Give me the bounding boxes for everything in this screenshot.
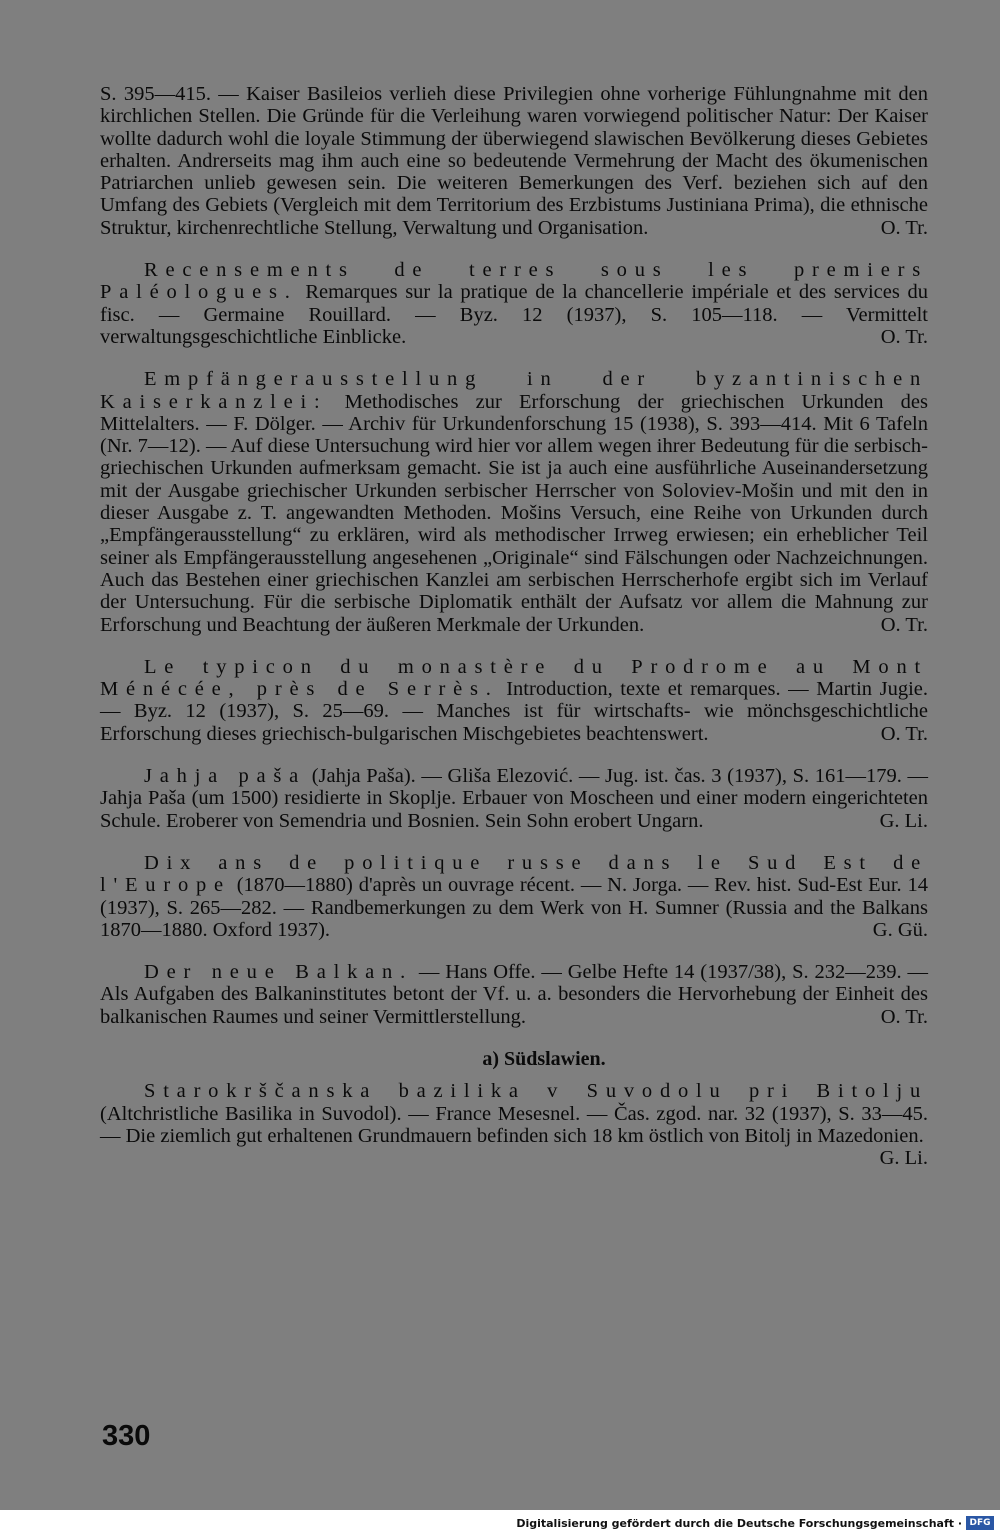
entry-title: Jahja paša: [144, 765, 307, 788]
bibliography-entry: [100, 259, 928, 348]
reviewer-initials: G. Li.: [879, 1147, 928, 1170]
entry-body: (Altchristliche Basilika in Suvodol). — France Mesesnel. — Čas. zgod. nar. 32 (1937), S. 33—45. — Die ziemlich gut erhaltenen Grundmauern befinden sich 18 km östlich von Bitolj in Mazedonien.: [100, 1102, 928, 1147]
reviewer-initials: O. Tr.: [880, 216, 928, 239]
entry-body: Methodisches zur Erforschung der griechischen Urkunden des Mittelalters. — F. Dölger. — Archiv für Urkundenforschung 15 (1938), S. 393—414. Mit 6 Tafeln (Nr. 7—12). — Auf diese Untersuchung wird hier vor allem wegen ihrer Bedeutung für die serbisch-griechischen Urkunden aufmerksam gemacht. Sie ist ja auch eine ausführliche Auseinandersetzung mit der Ausgabe griechischer Urkunden serbischer Herrscher von Soloviev-Mošin und mit den in dieser Ausgabe z. T. angewandten Methoden. Mošins Versuch, eine Reihe von Urkunden durch „Empfängerausstellung“ zu erklären, wird als methodischer Irrweg erwiesen; ein erheblicher Teil seiner als Empfängerausstellung angesehenen „Originale“ sind Fälschungen oder Nachzeichnungen. Auch das Bestehen einer griechischen Kanzlei am serbischen Herrscherhofe ergibt sich im Verlauf der Untersuchung. Für die serbische Diplomatik enthält der Aufsatz vor allem die Mahnung zur Erforschung und Beachtung der äußeren Merkmale der Urkunden.: [100, 390, 928, 636]
entry-title: Empfängerausstellung in der byzantinischen Kaiserkanzlei:: [100, 368, 928, 413]
entry-body: — Hans Offe. — Gelbe Hefte 14 (1937/38), S. 232—239. — Als Aufgaben des Balkaninstitutes betont der Vf. u. a. besonders die Hervorhebung der Einheit des balkanischen Raumes und seiner Vermittlerstellung.: [100, 961, 928, 1028]
entry-body: (Jahja Paša). — Gliša Elezović. — Jug. ist. čas. 3 (1937), S. 161—179. — Jahja Paša (um 1500) residierte in Skoplje. Erbauer von Moscheen und einer modern eingerichteten Schule. Eroberer von Semendria und Bosnien. Sein Sohn erobert Ungarn.: [100, 765, 928, 832]
entry-title: Recensements de terres sous les premiers Paléologues.: [100, 259, 928, 304]
text-column: [100, 83, 928, 1169]
bibliography-entry: [100, 83, 928, 239]
reviewer-initials: O. Tr.: [880, 1005, 928, 1028]
bibliography-entry: [100, 368, 928, 636]
bibliography-entry: [100, 765, 928, 832]
reviewer-initials: O. Tr.: [880, 325, 928, 348]
dfg-logo[interactable]: DFG: [966, 1516, 994, 1530]
bibliography-entry: [100, 852, 928, 941]
entry-body: Remarques sur la pratique de la chancellerie impériale et des services du fisc. — Germaine Rouillard. — Byz. 12 (1937), S. 105—118. — Vermittelt verwaltungsgeschichtliche Einblicke.: [100, 281, 928, 348]
bibliography-entry: [100, 656, 928, 745]
entry-title: Starokrščanska bazilika v Suvodolu pri Bitolju: [144, 1080, 928, 1103]
entry-body: S. 395—415. — Kaiser Basileios verlieh diese Privilegien ohne vorherige Fühlungnahme mit den kirchlichen Stellen. Die Gründe für die Verleihung waren vorwiegend politischer Natur: Der Kaiser wollte dadurch wohl die loyale Stimmung der überwiegend slawischen Bevölkerung dieses Gebietes erhalten. Andrerseits mag ihm auch eine so bedeutende Vermehrung der Macht des ökumenischen Patriarchen unlieb gewesen sein. Die weiteren Bemerkungen des Verf. beziehen sich auf den Umfang des Gebiets (Vergleich mit dem Territorium des Erzbistums Justiniana Prima), die ethnische Struktur, kirchenrechtliche Stellung, Verwaltung und Organisation.: [100, 83, 928, 239]
entry-title: Der neue Balkan.: [144, 961, 413, 984]
entry-title: Le typicon du monastère du Prodrome au Mont Ménécée, près de Serrès.: [100, 655, 928, 701]
bibliography-entry: [100, 961, 928, 1028]
reviewer-initials: G. Gü.: [872, 918, 928, 941]
bibliography-entry: [100, 1080, 928, 1170]
reviewer-initials: G. Li.: [879, 809, 928, 832]
reviewer-initials: O. Tr.: [880, 722, 928, 745]
entry-body: Introduction, texte et remarques. — Martin Jugie. — Byz. 12 (1937), S. 25—69. — Manches ist für wirtschafts- wie mönchsgeschichtliche Erforschung dieses griechisch-bulgarischen Mischgebietes beachtenswert.: [100, 678, 928, 745]
entry-body: (1870—1880) d'après un ouvrage récent. — N. Jorga. — Rev. hist. Sud-Est Eur. 14 (1937), S. 265—282. — Randbemerkungen zu dem Werk von H. Sumner (Russia and the Balkans 1870—1880. Oxford 1937).: [100, 874, 928, 941]
page-number: 330: [102, 1420, 151, 1452]
reviewer-initials: O. Tr.: [880, 613, 928, 636]
section-heading: a) Südslawien.: [482, 1047, 606, 1070]
entry-title: Dix ans de politique russe dans le Sud Est de l'Europe: [100, 851, 928, 897]
funding-notice: Digitalisierung gefördert durch die Deutsche Forschungsgemeinschaft ·: [516, 1517, 962, 1530]
footer-bar: [0, 1510, 1000, 1538]
